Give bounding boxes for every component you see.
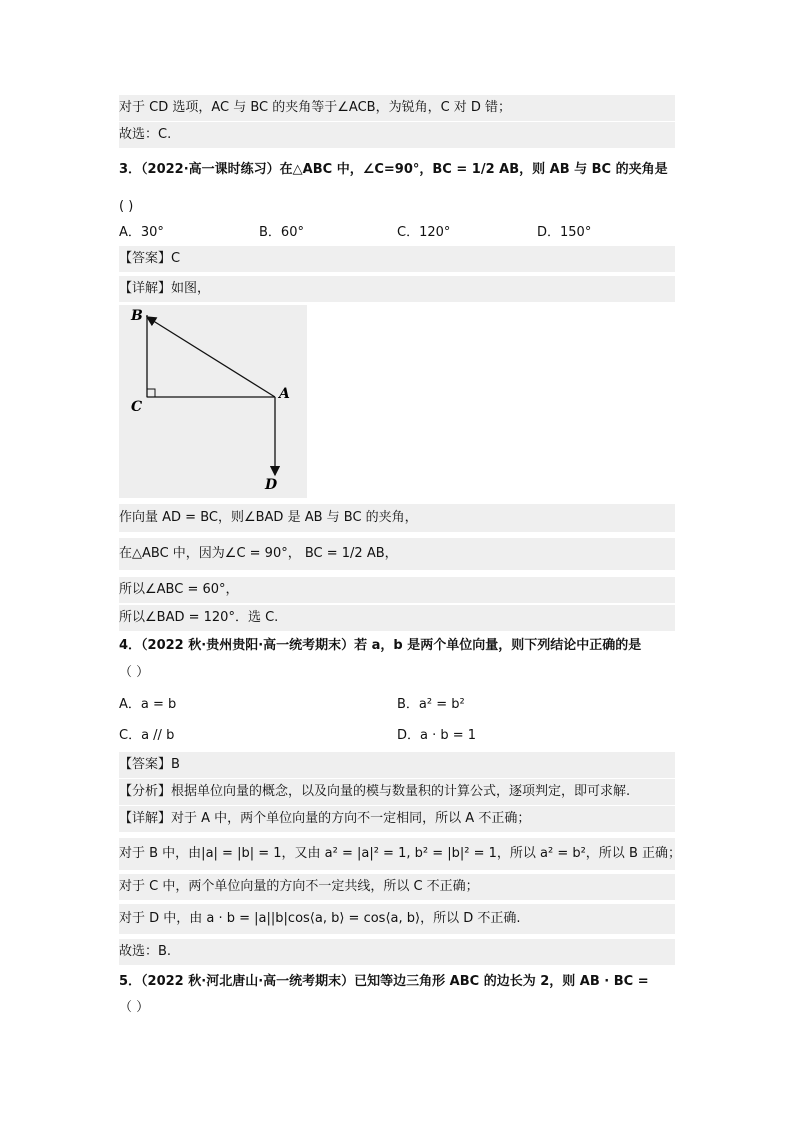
q3-paren	[119, 194, 133, 220]
q4-option-d: D．a · b = 1	[397, 728, 477, 743]
q5-paren	[119, 995, 149, 1021]
q3-sol3: 所以∠ABC = 60°，	[119, 582, 239, 597]
right-angle-mark	[147, 389, 155, 397]
q4-options-ab	[119, 692, 679, 718]
q3-paren-text: ( )	[119, 199, 134, 214]
q4-d2: 对于 B 中，由|a| = |b| = 1，又由 a² = |a|² = 1, b² = |b|² = 1，所以 a² = b²，所以 B 正确；	[119, 846, 681, 861]
q4-option-a: A．a = b	[119, 697, 177, 712]
q4-detail-line3	[119, 874, 675, 900]
q4-analysis-line	[119, 779, 675, 805]
q4-stem	[119, 633, 641, 659]
label-c: C	[131, 399, 143, 415]
q3-sol-line3	[119, 577, 675, 603]
q3-stem	[119, 157, 668, 183]
q2-cd-text: 对于 CD 选项，AC 与 BC 的夹角等于∠ACB，为锐角，C 对 D 错；	[119, 100, 512, 115]
q3-answer-line	[119, 246, 675, 272]
q5-stem-text: 5．（2022 秋·河北唐山·高一统考期末）已知等边三角形 ABC 的边长为 2，则 AB · BC =	[119, 974, 649, 989]
q3-detail-intro: 【详解】如图，	[119, 281, 211, 296]
q4-detail-line4	[119, 904, 675, 934]
q4-d5: 故选：B.	[119, 944, 172, 959]
q3-sol-line2	[119, 538, 675, 570]
q3-options	[119, 220, 679, 246]
triangle-diagram	[119, 305, 307, 498]
q4-detail-line1	[119, 806, 675, 832]
q3-sol4: 所以∠BAD = 120°．选 C.	[119, 610, 279, 625]
q3-sol2: 在△ABC 中，因为∠C = 90°， BC = 1/2 AB，	[119, 546, 398, 561]
triangle-figure	[119, 305, 307, 498]
q2-conclusion-line	[119, 122, 675, 148]
q4-paren	[119, 660, 149, 686]
q2-cd-line	[119, 95, 675, 121]
q4-analysis: 【分析】根据单位向量的概念，以及向量的模与数量积的计算公式，逐项判定，即可求解.	[119, 784, 631, 799]
q4-detail-line2	[119, 838, 681, 870]
q3-detail-line	[119, 276, 675, 302]
q4-answer-line	[119, 752, 675, 778]
q3-sol-line4	[119, 605, 675, 631]
q4-option-c: C．a // b	[119, 728, 175, 743]
q3-option-d: D．150°	[537, 225, 592, 240]
q3-sol1: 作向量 AD = BC，则∠BAD 是 AB 与 BC 的夹角，	[119, 510, 418, 525]
q4-d3: 对于 C 中，两个单位向量的方向不一定共线，所以 C 不正确；	[119, 879, 479, 894]
q3-option-a: A．30°	[119, 225, 164, 240]
q5-paren-text: （ ）	[119, 1000, 150, 1015]
q3-sol-line1	[119, 504, 675, 532]
q3-option-b: B．60°	[259, 225, 304, 240]
q4-options-cd	[119, 723, 679, 749]
q3-option-c: C．120°	[397, 225, 451, 240]
label-a: A	[279, 386, 290, 402]
q4-d4: 对于 D 中，由 a · b = |a||b|cos⟨a, b⟩ = cos⟨a, b⟩，所以 D 不正确.	[119, 911, 521, 926]
q4-detail-line5	[119, 939, 675, 965]
q4-paren-text: （ ）	[119, 665, 150, 680]
q4-answer: 【答案】B	[119, 757, 180, 772]
label-b: B	[131, 308, 143, 324]
q3-stem-text: 3．（2022·高一课时练习）在△ABC 中，∠C=90°，BC = 1/2 AB，则 AB 与 BC 的夹角是	[119, 162, 668, 177]
vector-ab	[147, 317, 275, 397]
q2-conclusion-text: 故选：C.	[119, 127, 172, 142]
q4-d1: 【详解】对于 A 中，两个单位向量的方向不一定相同，所以 A 不正确；	[119, 811, 531, 826]
q3-answer: 【答案】C	[119, 251, 181, 266]
q5-stem	[119, 969, 649, 995]
q4-option-b: B．a² = b²	[397, 697, 465, 712]
q4-stem-text: 4．（2022 秋·贵州贵阳·高一统考期末）若 a，b 是两个单位向量，则下列结论中正确的是	[119, 638, 642, 653]
label-d: D	[265, 477, 278, 493]
